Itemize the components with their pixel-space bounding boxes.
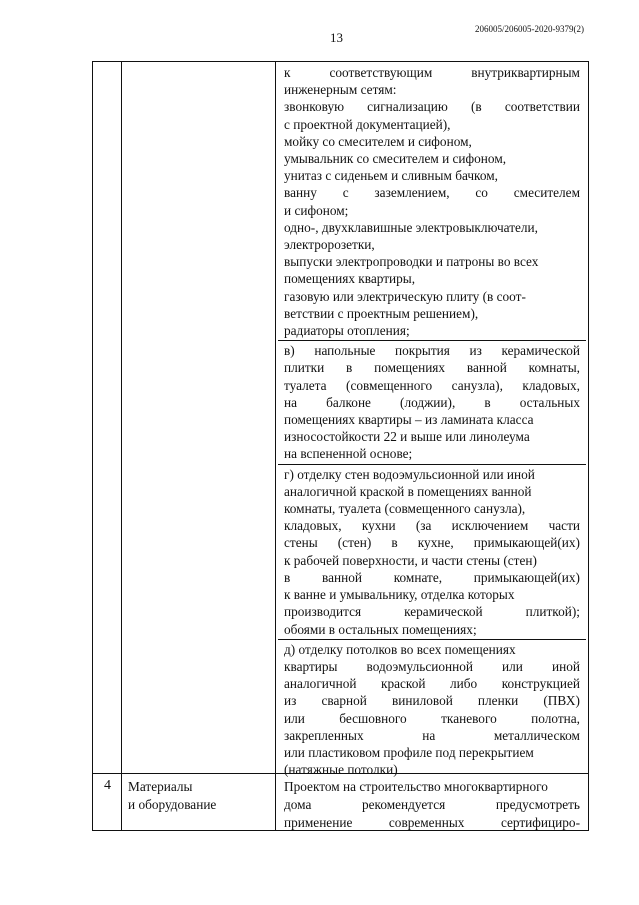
text-word: соответствии [504,99,580,115]
text-word: сигнализацию [367,99,448,115]
text-word: водоэмульсионной [366,658,473,674]
text-word: производится [284,604,362,620]
text-word: комнаты, туалета (совмещенного санузла), [284,501,526,517]
text-line [284,500,580,517]
text-line [284,796,580,814]
specification-table [92,61,589,831]
cell-separator [278,340,586,341]
text-word: керамической [404,604,483,620]
text-word: плиткой); [525,604,580,620]
text-word: пленки [477,693,519,709]
table-border-top [92,61,589,62]
text-line [284,517,580,534]
text-word: иной [551,658,580,674]
text-word: (за [415,518,432,534]
text-line [284,675,580,692]
text-word: рекомендуется [362,797,446,812]
text-line [284,692,580,709]
text-line [284,270,580,287]
text-word: Проектом на строительство многоквартирного [284,779,548,794]
text-line [284,761,580,778]
text-word: помещениях квартиры – из ламината класса [284,412,534,428]
cell-separator [278,639,586,640]
text-word: комнаты, [528,360,580,376]
text-word: одно-, двухклавишные электровыключатели, [284,219,538,235]
text-word: или [502,658,523,674]
text-word: металлическом [493,727,580,743]
text-line [284,814,580,832]
text-word: кухне, [417,535,454,551]
text-line [284,288,580,305]
text-word: комнате, [393,569,443,585]
text-word: (ПВХ) [543,693,580,709]
text-word: из [469,343,482,359]
text-line [284,305,580,322]
text-word: помещениях [374,360,446,376]
text-word: стены [284,535,318,551]
text-line [284,552,580,569]
text-word: исключением [451,518,529,534]
text-word: напольные [314,343,376,359]
text-word: кладовых, [522,377,580,393]
text-line [284,202,580,219]
text-word: умывальник со смесителем и сифоном, [284,151,507,167]
text-word: радиаторы отопления; [284,323,410,339]
text-line [284,621,580,638]
text-word: (в [470,99,482,115]
text-line [284,641,580,658]
text-word: в [391,535,398,551]
text-line [284,394,580,411]
text-line [284,342,580,359]
text-line [284,466,580,483]
text-word: звонковую [284,99,345,115]
text-word: износостойкости 22 и выше или линолеума [284,429,530,445]
text-word: краской [381,676,426,692]
text-word: (совмещенного [346,377,433,393]
text-word: на вспененной основе; [284,446,413,462]
text-line [284,710,580,727]
text-line [284,322,580,339]
text-word: мойку со смесителем и сифоном, [284,133,472,149]
text-line [284,359,580,376]
text-word: остальных [519,394,580,410]
text-line [284,411,580,428]
text-word: или пластиковом профиле под перекрытием [284,744,534,760]
text-line [284,133,580,150]
text-line [284,253,580,270]
text-line [284,98,580,115]
text-line [284,603,580,620]
text-word: помещениях квартиры, [284,271,416,287]
text-word: соответствующим [329,65,433,80]
page-number: 13 [330,30,343,45]
text-word: смесителем [513,185,580,201]
row-number: 4 [104,778,111,793]
text-word: (стен) [337,535,372,551]
text-word: г) отделку стен водоэмульсионной или иной [284,466,535,482]
continued-cell-text [284,64,580,778]
text-line [284,727,580,744]
text-word: аналогичной краской в помещениях ванной [284,483,532,499]
cell-separator [278,464,586,465]
text-word: унитаз с сиденьем и сливным бачком, [284,168,498,184]
text-word: сварной [321,693,367,709]
text-word: с проектной документацией), [284,116,451,132]
text-line [284,778,580,796]
text-line [284,586,580,603]
text-word: плитки [284,360,325,376]
text-line [284,658,580,675]
text-word: к ванне и умывальнику, отделка которых [284,587,515,603]
text-word: закрепленных [284,727,364,743]
text-word: квартиры [284,658,338,674]
text-word: (лоджии), [400,394,456,410]
text-word: керамической [501,343,580,359]
table-divider-2 [275,61,276,831]
text-line [284,236,580,253]
text-word: инженерным сетям: [284,82,397,98]
text-word: к [284,65,291,80]
text-word: либо [450,676,478,692]
text-word: туалета [284,377,327,393]
text-word: аналогичной [284,676,357,692]
text-word: в [284,569,291,585]
table-border-left [92,61,93,831]
text-word: электророзетки, [284,237,375,253]
text-word: с [342,185,349,201]
text-word: примыкающей(их) [473,569,580,585]
text-line [284,184,580,201]
text-line [284,428,580,445]
text-word: ванну [284,185,317,201]
text-word: сертифициро- [500,815,580,830]
text-word: применение [284,815,353,830]
text-word: из [284,693,297,709]
text-word: примыкающей(их) [473,535,580,551]
table-divider-1 [121,61,122,831]
text-word: на [422,727,436,743]
text-word: современных [388,815,465,830]
text-word: выпуски электропроводки и патроны во всех [284,254,539,270]
text-word: обоями в остальных помещениях; [284,621,477,637]
text-word: ветствии с проектным решением), [284,305,479,321]
text-word: внутриквартирным [471,65,580,80]
text-line [284,219,580,236]
row-name-line: Материалы [128,779,193,794]
text-word: газовую или электрическую плиту (в соот- [284,288,526,304]
text-word: конструкцией [501,676,580,692]
text-word: (натяжные потолки) [284,762,398,778]
text-line [284,445,580,462]
text-word: тканевого [441,710,497,726]
text-word: ванной [322,569,363,585]
text-word: в) [284,343,295,359]
text-line [284,167,580,184]
row-name-line: и оборудование [128,797,217,812]
text-word: кухни [361,518,396,534]
text-line [284,150,580,167]
text-line [284,569,580,586]
text-word: части [548,518,580,534]
text-line [284,116,580,133]
text-word: виниловой [391,693,453,709]
text-line [284,377,580,394]
text-word: в [346,360,353,376]
text-line [284,64,580,81]
text-word: бесшовного [339,710,407,726]
text-line [284,534,580,551]
text-word: со [475,185,488,201]
text-word: на [284,394,298,410]
row-name [128,778,216,814]
text-line [284,483,580,500]
text-word: покрытия [395,343,450,359]
text-word: д) отделку потолков во всех помещениях [284,641,516,657]
document-code: 206005/206005-2020-9379(2) [475,24,584,34]
text-line [284,744,580,761]
text-word: заземлением, [374,185,450,201]
text-word: санузла), [451,377,503,393]
text-word: полотна, [531,710,580,726]
table-border-right [588,61,589,831]
text-word: и сифоном; [284,202,349,218]
text-word: предусмотреть [495,797,580,812]
text-line [284,81,580,98]
text-word: балконе [326,394,371,410]
text-word: к рабочей поверхности, и части стены (стен) [284,552,537,568]
text-word: в [484,394,491,410]
text-word: кладовых, [284,518,342,534]
text-word: ванной [466,360,507,376]
row-description [284,778,580,832]
text-word: дома [284,797,312,812]
text-word: или [284,710,305,726]
